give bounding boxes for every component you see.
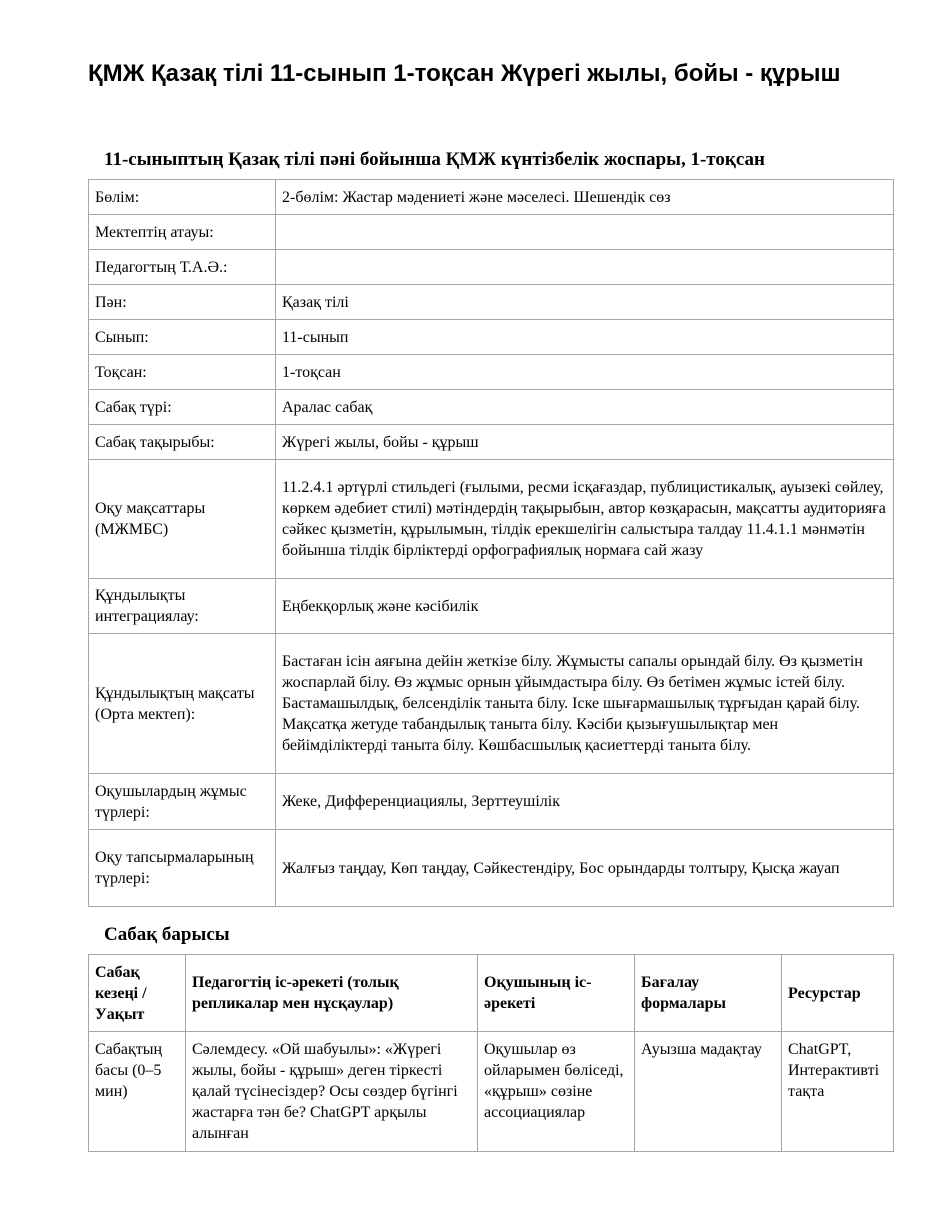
info-label: Оқушылардың жұмыс түрлері: bbox=[89, 774, 276, 830]
cell-student: Оқушылар өз ойларымен бөліседі, «құрыш» сөзіне ассоциациялар bbox=[478, 1032, 635, 1152]
info-label: Оқу мақсаттары (МЖМБС) bbox=[89, 460, 276, 579]
table-row bbox=[89, 285, 894, 320]
cell-resources: ChatGPT, Интерактивті тақта bbox=[782, 1032, 894, 1152]
info-value: 11.2.4.1 әртүрлі стильдегі (ғылыми, ресми ісқағаздар, публицистикалық, ауызекі сөйлеу, көркем әдебиет стилі) мәтіндердің тақырыбын, автор көзқарасын, мақсатты аудиторияға сәйкес қызметін, құрылымын, тілдік ерекшелігін салыстыра талдау 11.4.1.1 мәнмәтін бойынша тілдік бірліктерді орфографиялық нормаға сай жазу bbox=[276, 460, 894, 579]
info-value bbox=[276, 215, 894, 250]
column-header-stage: Сабақ кезеңі / Уақыт bbox=[89, 955, 186, 1032]
info-value: Еңбекқорлық және кәсібилік bbox=[276, 579, 894, 634]
info-label: Сабақ түрі: bbox=[89, 390, 276, 425]
info-label: Құндылықты интеграциялау: bbox=[89, 579, 276, 634]
info-value: Қазақ тілі bbox=[276, 285, 894, 320]
info-label: Пән: bbox=[89, 285, 276, 320]
column-header-resources: Ресурстар bbox=[782, 955, 894, 1032]
info-label: Сабақ тақырыбы: bbox=[89, 425, 276, 460]
table-row bbox=[89, 320, 894, 355]
table-row bbox=[89, 215, 894, 250]
info-value: Бастаған ісін аяғына дейін жеткізе білу. Жұмысты сапалы орындай білу. Өз қызметін жоспарлай білу. Өз жұмыс орнын ұйымдастыра білу. Өз бетімен жұмыс істей білу. Бастамашылдық, белсенділік таныта білу. Іске шығармашылық тұрғыдан қарай білу. Мақсатқа жетуде табандылық таныта білу. Кәсіби қызығушылықтар мен бейімділіктерді таныта білу. Көшбасшылық қасиеттерді таныта білу. bbox=[276, 634, 894, 774]
table-row bbox=[89, 634, 894, 774]
plan-heading: 11-сыныптың Қазақ тілі пәні бойынша ҚМЖ күнтізбелік жоспары, 1-тоқсан bbox=[104, 149, 765, 170]
info-label: Бөлім: bbox=[89, 180, 276, 215]
info-value: 1-тоқсан bbox=[276, 355, 894, 390]
info-value: Жалғыз таңдау, Көп таңдау, Сәйкестендіру, Бос орындарды толтыру, Қысқа жауап bbox=[276, 830, 894, 907]
cell-stage: Сабақтың басы (0–5 мин) bbox=[89, 1032, 186, 1152]
info-label: Тоқсан: bbox=[89, 355, 276, 390]
info-value: 2-бөлім: Жастар мәдениеті және мәселесі. Шешендік сөз bbox=[276, 180, 894, 215]
info-value: Аралас сабақ bbox=[276, 390, 894, 425]
lesson-info-table bbox=[88, 179, 894, 907]
table-row bbox=[89, 355, 894, 390]
table-row bbox=[89, 250, 894, 285]
table-row bbox=[89, 390, 894, 425]
table-row bbox=[89, 830, 894, 907]
table-row bbox=[89, 460, 894, 579]
document-title: ҚМЖ Қазақ тілі 11-сынып 1-тоқсан Жүрегі жылы, бойы - құрыш bbox=[88, 60, 841, 87]
cell-assessment: Ауызша мадақтау bbox=[635, 1032, 782, 1152]
info-label: Оқу тапсырмаларының түрлері: bbox=[89, 830, 276, 907]
info-value: Жүрегі жылы, бойы - құрыш bbox=[276, 425, 894, 460]
info-value: Жеке, Дифференциациялы, Зерттеушілік bbox=[276, 774, 894, 830]
column-header-assessment: Бағалау формалары bbox=[635, 955, 782, 1032]
table-row bbox=[89, 180, 894, 215]
lesson-progress-table bbox=[88, 954, 894, 1152]
table-header-row bbox=[89, 955, 894, 1032]
info-label: Педагогтың Т.А.Ә.: bbox=[89, 250, 276, 285]
column-header-teacher: Педагогтің іс-әрекеті (толық репликалар мен нұсқаулар) bbox=[186, 955, 478, 1032]
info-label: Құндылықтың мақсаты (Орта мектеп): bbox=[89, 634, 276, 774]
info-value: 11-сынып bbox=[276, 320, 894, 355]
lesson-progress-heading: Сабақ барысы bbox=[104, 924, 230, 945]
table-row bbox=[89, 425, 894, 460]
column-header-student: Оқушының іс-әрекеті bbox=[478, 955, 635, 1032]
table-row bbox=[89, 1032, 894, 1152]
info-label: Сынып: bbox=[89, 320, 276, 355]
cell-teacher: Сәлемдесу. «Ой шабуылы»: «Жүрегі жылы, бойы - құрыш» деген тіркесті қалай түсінесіздер? Осы сөздер бүгінгі жастарға тән бе? ChatGPT арқылы алынған bbox=[186, 1032, 478, 1152]
info-value bbox=[276, 250, 894, 285]
table-row bbox=[89, 579, 894, 634]
table-row bbox=[89, 774, 894, 830]
info-label: Мектептің атауы: bbox=[89, 215, 276, 250]
